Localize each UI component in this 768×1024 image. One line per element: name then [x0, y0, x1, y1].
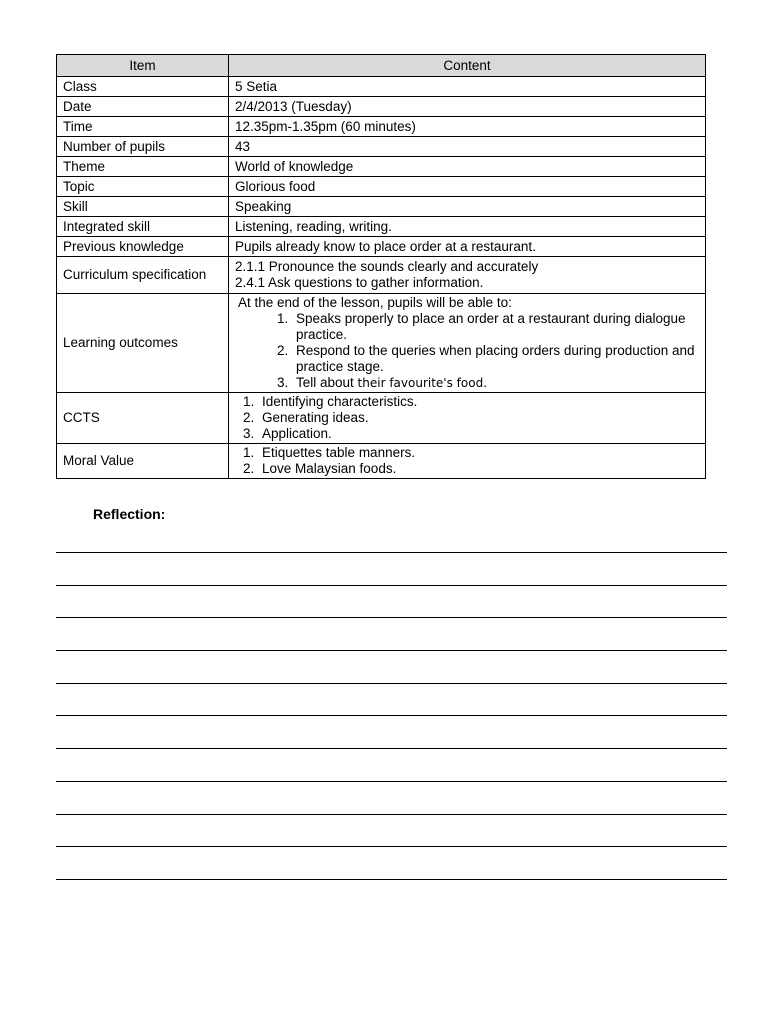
- list-item: 3. Application.: [258, 426, 699, 442]
- table-row: [57, 77, 706, 97]
- list-item: 1. Etiquettes table manners.: [258, 445, 699, 461]
- table-row: [57, 237, 706, 257]
- writing-line[interactable]: [56, 715, 727, 716]
- list-item: 2. Love Malaysian foods.: [258, 461, 699, 477]
- row-label: Learning outcomes: [57, 294, 229, 393]
- curriculum-line: 2.4.1 Ask questions to gather information.: [235, 275, 484, 290]
- row-value: 43: [229, 137, 706, 157]
- writing-line[interactable]: [56, 846, 727, 847]
- list-item: 1. Speaks properly to place an order at a restaurant during dialogue practice.: [292, 311, 699, 343]
- row-label: Topic: [57, 177, 229, 197]
- row-label: Moral Value: [57, 444, 229, 479]
- row-label: Number of pupils: [57, 137, 229, 157]
- table-row: [57, 157, 706, 177]
- table-row: [57, 217, 706, 237]
- row-label: CCTS: [57, 393, 229, 444]
- row-value: Speaking: [229, 197, 706, 217]
- row-value: 2/4/2013 (Tuesday): [229, 97, 706, 117]
- learning-outcomes-list: [235, 311, 699, 391]
- writing-line[interactable]: [56, 781, 727, 782]
- row-label: Theme: [57, 157, 229, 177]
- row-value: Glorious food: [229, 177, 706, 197]
- moral-value-list: [235, 445, 699, 477]
- list-item: [292, 375, 699, 391]
- row-label: Date: [57, 97, 229, 117]
- row-value: World of knowledge: [229, 157, 706, 177]
- row-label: Curriculum specification: [57, 257, 229, 294]
- list-item: 1. Identifying characteristics.: [258, 394, 699, 410]
- writing-line[interactable]: [56, 683, 727, 684]
- ccts-content: [229, 393, 706, 444]
- row-value: 12.35pm-1.35pm (60 minutes): [229, 117, 706, 137]
- row-label: Time: [57, 117, 229, 137]
- ccts-row: [57, 393, 706, 444]
- learning-outcomes-row: [57, 294, 706, 393]
- curriculum-line: 2.1.1 Pronounce the sounds clearly and accurately: [235, 259, 539, 274]
- list-item: 2. Respond to the queries when placing orders during production and practice stage.: [292, 343, 699, 375]
- lesson-plan-table: [56, 54, 706, 479]
- row-value: Pupils already know to place order at a restaurant.: [229, 237, 706, 257]
- list-item-prefix: Tell about: [296, 375, 358, 390]
- writing-line[interactable]: [56, 650, 727, 651]
- row-label: Class: [57, 77, 229, 97]
- row-value: 5 Setia: [229, 77, 706, 97]
- table-row: [57, 197, 706, 217]
- table-row: [57, 117, 706, 137]
- writing-line[interactable]: [56, 814, 727, 815]
- row-label: Integrated skill: [57, 217, 229, 237]
- ccts-list: [235, 394, 699, 442]
- writing-line[interactable]: [56, 617, 727, 618]
- writing-line[interactable]: [56, 552, 727, 553]
- row-label: Skill: [57, 197, 229, 217]
- writing-line[interactable]: [56, 585, 727, 586]
- table-header-row: [57, 55, 706, 77]
- curriculum-content: [229, 257, 706, 294]
- list-item: 2. Generating ideas.: [258, 410, 699, 426]
- learning-outcomes-content: [229, 294, 706, 393]
- writing-line[interactable]: [56, 879, 727, 880]
- reflection-label: Reflection:: [93, 506, 166, 522]
- curriculum-row: [57, 257, 706, 294]
- learning-outcomes-intro: At the end of the lesson, pupils will be able to:: [238, 295, 512, 310]
- row-value: Listening, reading, writing.: [229, 217, 706, 237]
- table-row: [57, 177, 706, 197]
- row-label: Previous knowledge: [57, 237, 229, 257]
- moral-value-content: [229, 444, 706, 479]
- list-item-suffix: their favourite's food.: [357, 376, 488, 390]
- moral-value-row: [57, 444, 706, 479]
- table-row: [57, 97, 706, 117]
- header-content: Content: [229, 55, 706, 77]
- writing-line[interactable]: [56, 748, 727, 749]
- table-row: [57, 137, 706, 157]
- header-item: Item: [57, 55, 229, 77]
